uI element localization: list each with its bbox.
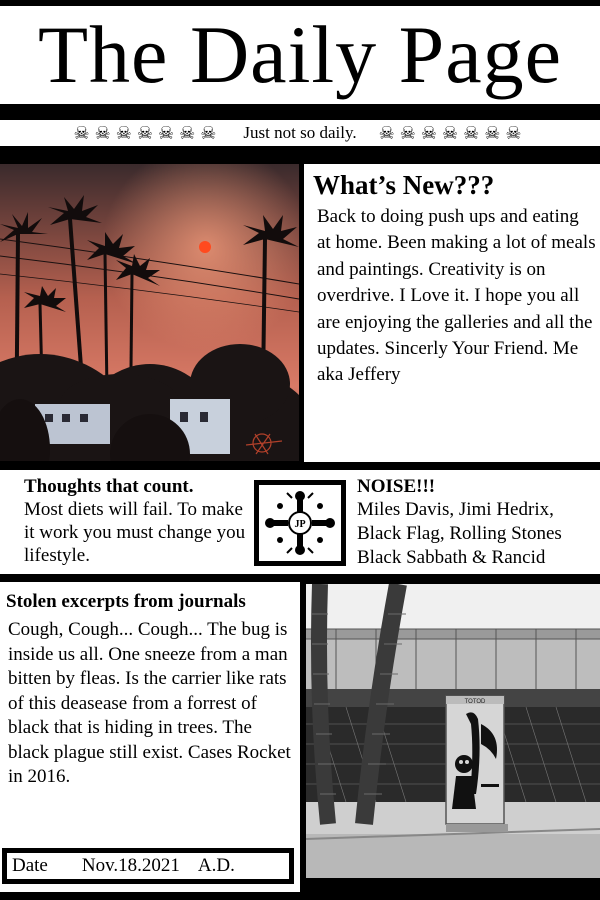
sun — [199, 241, 211, 253]
street-box-photo — [306, 584, 600, 878]
skull-row-right-icon: ☠☠☠☠☠☠☠ — [378, 122, 527, 144]
emblem-box — [254, 480, 346, 566]
thoughts-section — [24, 476, 250, 567]
date-era: A.D. — [197, 855, 235, 876]
page-title: The Daily Page — [37, 9, 563, 100]
sunset-palms-image — [0, 164, 299, 461]
whats-new-body: Back to doing push ups and eating at home. Been making a lot of meals and paintings. Creativity is on overdrive. I Love it. I hope you all are enjoying the galleries and all the updates. Sincerly Your Friend. Me aka Jeffery — [317, 206, 596, 386]
utility-box-label: TOTOD — [464, 699, 486, 705]
tagline-band — [0, 120, 600, 146]
emblem-monogram: JP — [294, 519, 306, 530]
skull-row-left-icon: ☠☠☠☠☠☠☠ — [73, 122, 222, 144]
date-box — [2, 848, 294, 884]
noise-heading: NOISE!!! — [357, 476, 436, 497]
tagline: Just not so daily. — [243, 123, 357, 142]
journals-body: Cough, Cough... Cough... The bug is inside us all. One sneeze from a man bitten by fleas. Is the carrier like rats of this deasease from a forrest of black that is hiding in trees. The black plague still exist. Cases Rocket in 2016. — [8, 619, 291, 787]
jp-monogram-emblem-icon — [264, 490, 336, 556]
thoughts-heading: Thoughts that count. — [24, 476, 194, 497]
sunset-palms-photo — [0, 164, 299, 461]
date-label: Date — [12, 855, 48, 876]
whats-new-section — [304, 164, 600, 462]
journals-section — [0, 582, 300, 892]
noise-section — [357, 476, 600, 570]
journals-heading: Stolen excerpts from journals — [6, 591, 246, 612]
street-box-image — [306, 584, 600, 878]
masthead — [0, 6, 600, 104]
thoughts-body: Most diets will fail. To make it work you must change you lifestyle. — [24, 499, 246, 566]
noise-body: Miles Davis, Jimi Hedrix, Black Flag, Rolling Stones Black Sabbath & Rancid — [357, 499, 562, 568]
date-value: Nov.18.2021 — [81, 855, 180, 876]
middle-band — [0, 470, 600, 574]
whats-new-heading: What’s New??? — [313, 170, 495, 200]
